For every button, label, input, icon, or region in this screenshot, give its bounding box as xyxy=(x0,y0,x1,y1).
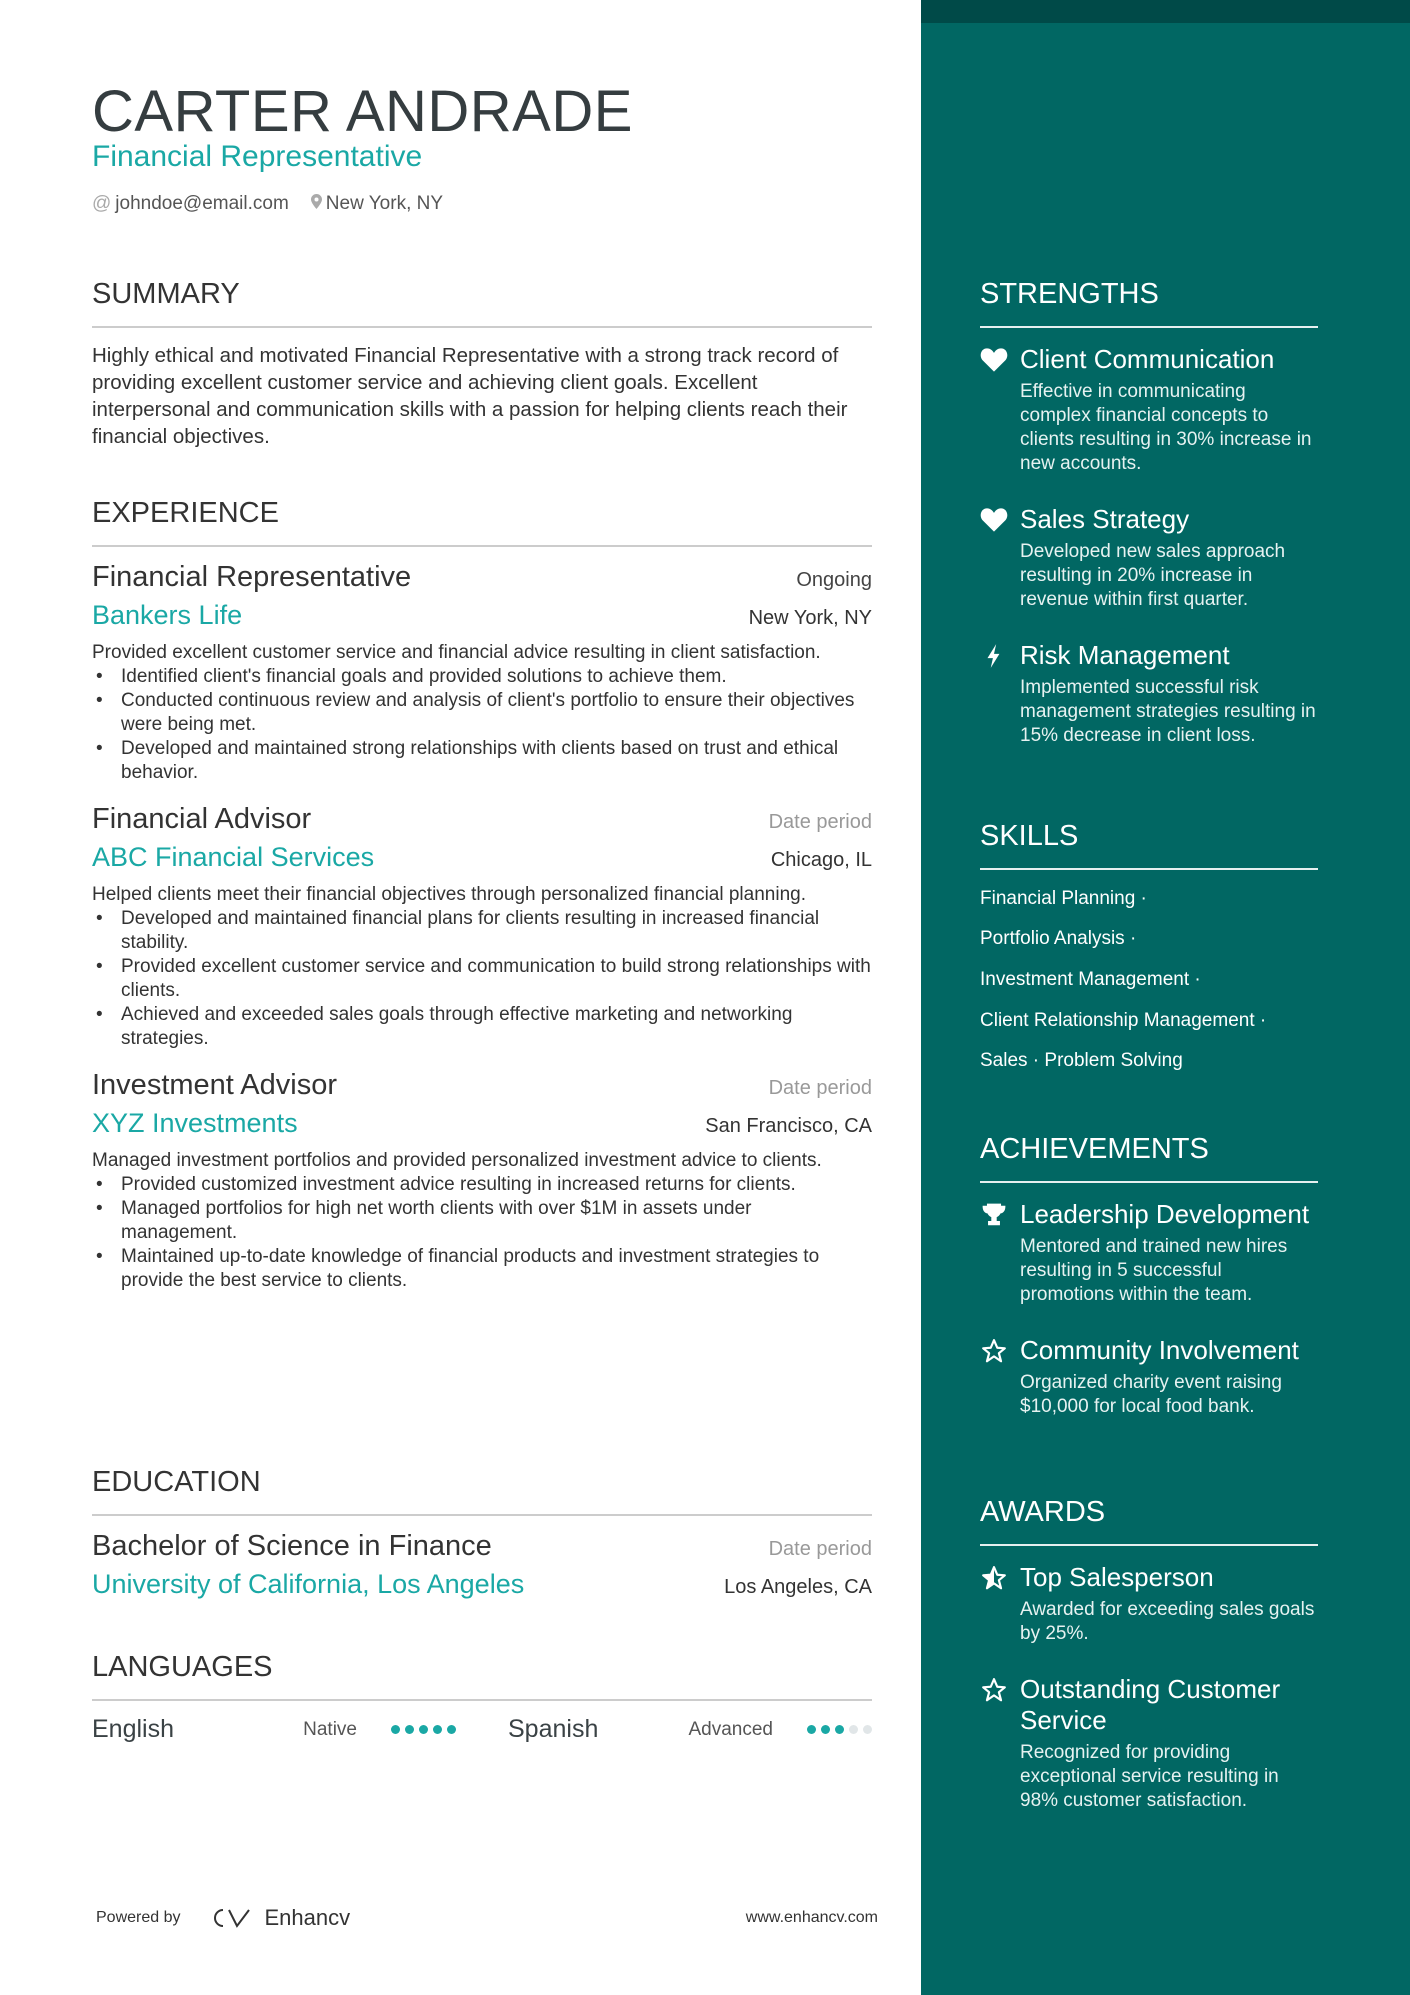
bullet-item: • Developed and maintained financial plans for clients resulting in increased financial stability. xyxy=(92,907,872,955)
proficiency-dot xyxy=(835,1725,844,1734)
education-section xyxy=(92,1466,872,1600)
divider xyxy=(980,326,1318,328)
proficiency-dot xyxy=(849,1725,858,1734)
bolt-icon xyxy=(980,640,1020,748)
bullet-item: • Maintained up-to-date knowledge of financial products and investment strategies to provide the best service to clients. xyxy=(92,1245,872,1293)
job-description: Helped clients meet their financial objectives through personalized financial planning. xyxy=(92,884,806,905)
achievements-item xyxy=(980,1199,1318,1307)
company-name: ABC Financial Services xyxy=(92,842,375,872)
achievements-item xyxy=(980,1335,1318,1419)
heart-icon xyxy=(980,504,1020,612)
proficiency-dots xyxy=(807,1725,872,1734)
bullet-item: • Developed and maintained strong relationships with clients based on trust and ethical behavior. xyxy=(92,737,872,785)
at-icon: @ xyxy=(92,193,112,214)
job-title: Financial Advisor xyxy=(92,803,312,835)
item-title: Community Involvement xyxy=(1020,1335,1299,1365)
proficiency-dot xyxy=(447,1725,456,1734)
job-location: San Francisco, CA xyxy=(705,1115,872,1137)
bullet-item: • Achieved and exceeded sales goals through effective marketing and networking strategies. xyxy=(92,1003,872,1051)
website-link[interactable]: www.enhancv.com xyxy=(745,1909,878,1926)
degree: Bachelor of Science in Finance xyxy=(92,1530,492,1562)
job-location: New York, NY xyxy=(748,607,872,629)
trophy-icon xyxy=(980,1199,1020,1307)
item-description: Mentored and trained new hires resulting in 5 successful promotions within the team. xyxy=(1020,1236,1288,1305)
language-level: Native xyxy=(303,1718,357,1740)
candidate-name: CARTER ANDRADE xyxy=(92,79,633,144)
item-title: Sales Strategy xyxy=(1020,504,1190,534)
section-heading: LANGUAGES xyxy=(92,1651,273,1683)
section-heading: SKILLS xyxy=(980,820,1079,852)
job-description: Managed investment portfolios and provided personalized investment advice to clients. xyxy=(92,1150,822,1171)
summary-text: Highly ethical and motivated Financial Representative with a strong track record of providing excellent customer service and achieving client goals. Excellent interpersonal and communication skills with a passion for helping clients reach their financial objectives. xyxy=(92,344,848,448)
job-bullets xyxy=(92,665,872,785)
job-entry xyxy=(92,1069,872,1293)
job-date: Date period xyxy=(768,811,872,833)
languages-section xyxy=(92,1651,872,1744)
candidate-title: Financial Representative xyxy=(92,140,423,173)
powered-by: Powered by xyxy=(96,1909,181,1926)
proficiency-dot xyxy=(405,1725,414,1734)
item-title: Leadership Development xyxy=(1020,1199,1310,1229)
job-entry xyxy=(92,803,872,1051)
divider xyxy=(92,1699,872,1701)
section-heading: EDUCATION xyxy=(92,1466,261,1498)
language-name: Spanish xyxy=(508,1715,599,1743)
company-name: Bankers Life xyxy=(92,600,243,630)
experience-section xyxy=(92,497,872,1293)
item-description: Effective in communicating complex financial concepts to clients resulting in 30% increase in new accounts. xyxy=(1020,381,1312,474)
bullet-item: • Managed portfolios for high net worth clients with over $1M in assets under management. xyxy=(92,1197,872,1245)
skill-line: Sales · Problem Solving xyxy=(980,1050,1183,1072)
skill-line: Financial Planning · xyxy=(980,887,1147,909)
achievements-section xyxy=(980,1133,1318,1419)
item-title: Outstanding Customer Service xyxy=(1020,1674,1281,1735)
job-location: Chicago, IL xyxy=(770,849,872,871)
job-bullets xyxy=(92,1173,872,1293)
item-description: Developed new sales approach resulting in 20% increase in revenue within first quarter. xyxy=(1020,541,1286,610)
section-heading: STRENGTHS xyxy=(980,278,1159,310)
summary-section xyxy=(92,278,872,450)
bullet-item: • Conducted continuous review and analysis of client's portfolio to ensure their objectives were being met. xyxy=(92,689,872,737)
location: New York, NY xyxy=(311,193,443,215)
proficiency-dot xyxy=(419,1725,428,1734)
job-description: Provided excellent customer service and financial advice resulting in client satisfaction. xyxy=(92,642,821,663)
star-icon xyxy=(980,1335,1020,1419)
item-description: Implemented successful risk management strategies resulting in 15% decrease in client loss. xyxy=(1020,677,1316,746)
item-description: Organized charity event raising $10,000 for local food bank. xyxy=(1020,1372,1282,1417)
skills-section xyxy=(980,820,1318,1073)
school: University of California, Los Angeles xyxy=(92,1569,525,1599)
bullet-item: • Provided customized investment advice resulting in increased returns for clients. xyxy=(92,1173,872,1197)
item-description: Recognized for providing exceptional service resulting in 98% customer satisfaction. xyxy=(1020,1742,1279,1811)
location-pin-icon xyxy=(311,193,322,214)
item-title: Risk Management xyxy=(1020,640,1230,670)
item-title: Client Communication xyxy=(1020,344,1275,374)
section-heading: ACHIEVEMENTS xyxy=(980,1133,1209,1165)
enhancv-logo-icon: Enhancv xyxy=(209,1905,351,1931)
strengths-section xyxy=(980,278,1318,748)
item-description: Awarded for exceeding sales goals by 25%. xyxy=(1020,1599,1315,1644)
contact-info xyxy=(92,193,443,215)
divider xyxy=(92,545,872,547)
section-heading: SUMMARY xyxy=(92,278,240,310)
proficiency-dot xyxy=(821,1725,830,1734)
proficiency-dot xyxy=(807,1725,816,1734)
awards-section xyxy=(980,1496,1318,1813)
job-date: Ongoing xyxy=(796,569,872,591)
skill-line: Portfolio Analysis · xyxy=(980,928,1137,950)
divider xyxy=(980,1181,1318,1183)
proficiency-dot xyxy=(433,1725,442,1734)
star-half-icon xyxy=(980,1562,1020,1646)
company-name: XYZ Investments xyxy=(92,1108,298,1138)
star-icon xyxy=(980,1674,1020,1813)
skill-line: Client Relationship Management · xyxy=(980,1009,1267,1031)
job-entry xyxy=(92,561,872,785)
section-heading: AWARDS xyxy=(980,1496,1106,1528)
job-title: Financial Representative xyxy=(92,561,412,593)
divider xyxy=(980,1544,1318,1546)
awards-item xyxy=(980,1674,1318,1813)
item-title: Top Salesperson xyxy=(1020,1562,1214,1592)
proficiency-dot xyxy=(863,1725,872,1734)
section-heading: EXPERIENCE xyxy=(92,497,279,529)
email[interactable]: @ johndoe@email.com xyxy=(92,193,289,214)
education-entry xyxy=(92,1530,872,1600)
strengths-item xyxy=(980,640,1318,748)
job-date: Date period xyxy=(768,1077,872,1099)
bullet-item: • Provided excellent customer service and communication to build strong relationships with clients. xyxy=(92,955,872,1003)
divider xyxy=(980,868,1318,870)
job-title: Investment Advisor xyxy=(92,1069,337,1101)
job-bullets xyxy=(92,907,872,1051)
language-level: Advanced xyxy=(688,1718,773,1740)
strengths-item xyxy=(980,344,1318,476)
strengths-item xyxy=(980,504,1318,612)
bullet-item: • Identified client's financial goals and provided solutions to achieve them. xyxy=(92,665,872,689)
awards-item xyxy=(980,1562,1318,1646)
sidebar-top-band xyxy=(921,0,1410,23)
divider xyxy=(92,326,872,328)
date: Date period xyxy=(768,1538,872,1560)
proficiency-dot xyxy=(391,1725,400,1734)
language-name: English xyxy=(92,1715,174,1743)
heart-icon xyxy=(980,344,1020,476)
location: Los Angeles, CA xyxy=(724,1576,872,1598)
divider xyxy=(92,1514,872,1516)
proficiency-dots xyxy=(391,1725,456,1734)
footer xyxy=(96,1905,878,1931)
skill-line: Investment Management · xyxy=(980,969,1201,991)
